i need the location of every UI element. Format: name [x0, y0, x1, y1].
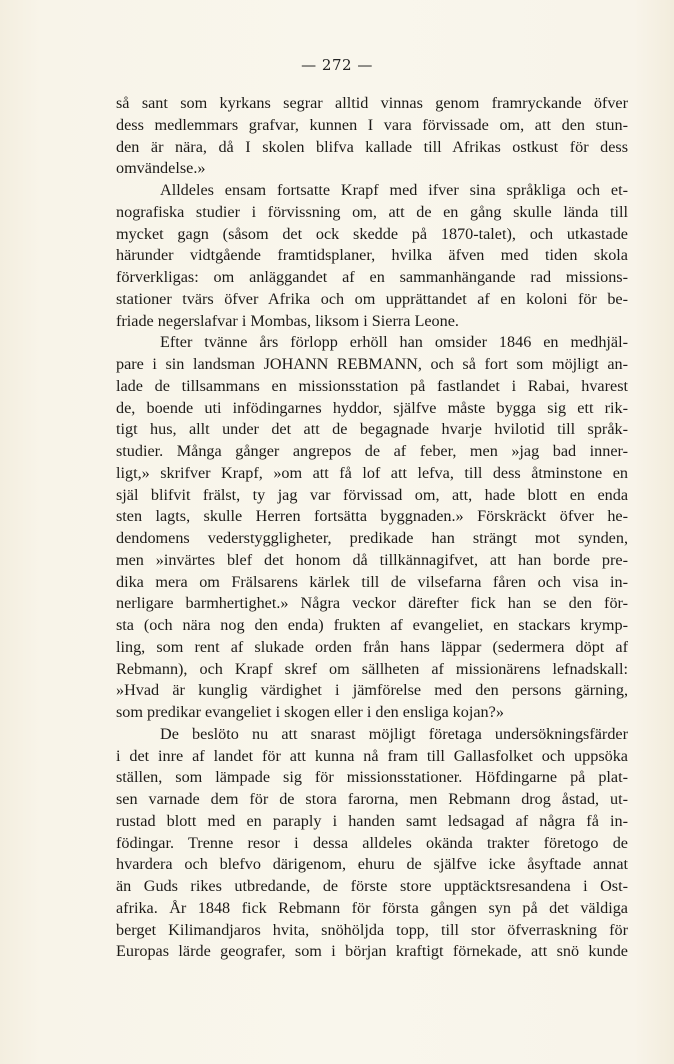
text-line: sta (och nära nog den enda) frukten af evangeliet, en stackars krymp- — [116, 616, 628, 634]
text-line: sten lagts, skulle Herren fortsätta byggnaden.» Förskräckt öfver he- — [116, 507, 628, 526]
text-line: födingar. Trenne resor i dessa alldeles okända trakter företogo de — [116, 833, 628, 852]
text-line: Alldeles ensam fortsatte Krapf med ifver sina språkliga och et- — [160, 181, 628, 199]
text-line: dess medlemmars grafvar, kunnen I vara förvissade om, att den stun- — [116, 115, 628, 134]
text-line: De beslöto nu att snarast möjligt företaga undersökningsfärder — [160, 724, 628, 743]
text-line: så sant som kyrkans segrar alltid vinnas genom framryckande öfver — [116, 94, 628, 112]
text-line: ställen, som lämpade sig för missionsstationer. Höfdingarne på plat- — [116, 768, 628, 787]
text-line: själ blifvit frälst, ty jag var förvissad om, att, hade blott en enda — [116, 485, 628, 504]
text-line: förverkligas: om anläggandet af en sammanhängande rad missions- — [116, 268, 628, 286]
text-line: stationer tvärs öfver Afrika och om upprättandet af en koloni för be- — [116, 289, 628, 308]
text-line: friade negerslafvar i Mombas, liksom i Sierra Leone. — [116, 311, 459, 330]
text-line: sen varnade dem för de stora farorna, men Rebmann drog åstad, ut- — [116, 790, 628, 808]
text-line: omvändelse.» — [116, 159, 206, 178]
text-line: tigt hus, allt under det att de begagnade hvarje hvilotid till språk- — [116, 420, 628, 439]
text-line: ling, som rent af slukade orden från hans läppar (sedermera döpt af — [116, 637, 628, 656]
text-line: Rebmann), och Krapf skref om sällheten af missionärens lefnadskall: — [116, 659, 628, 678]
text-line: dendomens vederstyggligheter, predikade han strängt mot synden, — [116, 529, 628, 547]
body-text — [116, 93, 628, 963]
text-line: i det inre af landet för att kunna nå fram till Gallasfolket och uppsöka — [116, 746, 628, 765]
text-line: hvardera och blefvo därigenom, ehuru de själfve icke åsyftade annat — [116, 855, 628, 874]
text-line: rustad blott med en paraply i handen samt ledsagad af några få in- — [116, 811, 628, 830]
text-line: ligt,» skrifver Krapf, »om att få lof att lefva, till dess åtminstone en — [116, 463, 628, 482]
text-line: Europas lärde geografer, som i början kraftigt förnekade, att snö kunde — [116, 942, 628, 961]
text-line: de, boende uti infödingarnes hyddor, själfve måste bygga sig ett rik- — [116, 398, 628, 417]
text-line: lade de tillsammans en missionsstation på fastlandet i Rabai, hvarest — [116, 376, 628, 395]
text-line: nerligare barmhertighet.» Några veckor därefter fick han se den för- — [116, 594, 628, 613]
text-line: dika mera om Frälsarens kärlek till de vilsefarna fåren och visa in- — [116, 572, 628, 591]
text-line: Efter tvänne års förlopp erhöll han omsider 1846 en medhjäl- — [160, 333, 628, 352]
text-line: »Hvad är kunglig värdighet i jämförelse med den persons gärning, — [116, 681, 628, 700]
page-number: — 272 — — [301, 56, 373, 74]
text-line: berget Kilimandjaros hvita, snöhöljda topp, till stor öfverraskning för — [116, 920, 628, 939]
text-line: afrika. År 1848 fick Rebmann för första gången syn på det väldiga — [116, 898, 628, 917]
text-line: den är nära, då I skolen blifva kallade till Afrikas ostkust för dess — [116, 137, 628, 156]
text-line: härunder vidtgående framtidsplaner, hvilka äfven med tiden skola — [116, 246, 628, 265]
text-line: än Guds rikes utbredande, de förste store upptäcktsresandena i Ost- — [116, 877, 628, 895]
text-line: studier. Många gånger angrepos de af feber, men »jag bad inner- — [116, 442, 628, 460]
text-line: som predikar evangeliet i skogen eller i den ensliga kojan?» — [116, 703, 504, 721]
text-line: nografiska studier i förvissning om, att de en gång skulle lända till — [116, 202, 628, 221]
text-line: men »invärtes blef det honom då tillkännagifvet, att han borde pre- — [116, 550, 628, 569]
text-line: mycket gagn (såsom det ock skedde på 1870-talet), och utkastade — [116, 224, 628, 243]
text-line: pare i sin landsman JOHANN REBMANN, och så fort som möjligt an- — [116, 355, 628, 373]
